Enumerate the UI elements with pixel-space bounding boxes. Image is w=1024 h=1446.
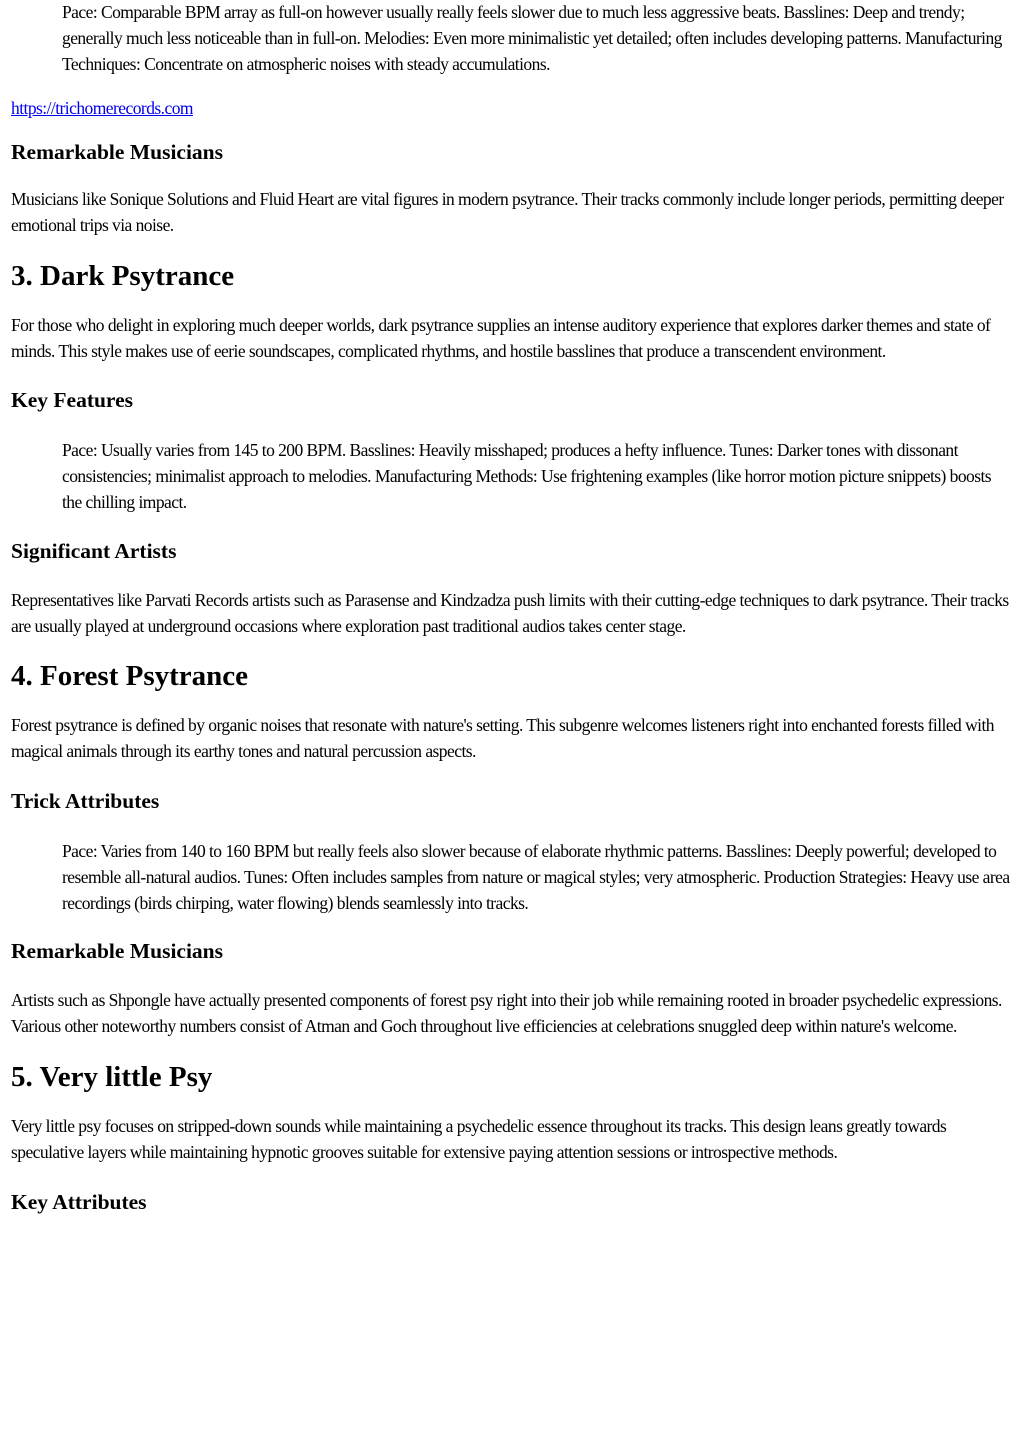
heading-significant-artists: Significant Artists (11, 538, 177, 563)
heading-key-features: Key Features (11, 388, 133, 413)
paragraph-forest-psytrance: Forest psytrance is defined by organic noises that resonate with nature's setting. This subgenre welcomes listeners right into enchanted forests filled with magical animals through its earthy tones and natural percussion aspects. (11, 715, 994, 762)
paragraph-remarkable-musicians: Musicians like Sonique Solutions and Fluid Heart are vital figures in modern psytrance. Their tracks commonly include longer periods, permitting deeper emotional trips via noise. (11, 189, 1004, 235)
heading-very-little-psy: 5. Very little Psy (11, 1060, 213, 1093)
trichome-records-link[interactable]: https://trichomerecords.com (11, 98, 193, 119)
heading-dark-psytrance: 3. Dark Psytrance (11, 259, 235, 292)
heading-remarkable-musicians-2: Remarkable Musicians (11, 939, 224, 964)
blockquote-forest-attributes: Pace: Varies from 140 to 160 BPM but really feels also slower because of elaborate rhythmic patterns. Basslines: Deeply powerful; developed to resemble all-natural audios. Tunes: Often includes samples from nature or magical styles; very atmospheric. Production Strategies: Heavy use area recordings (birds chirping, water flowing) blends seamlessly into tracks. (62, 840, 1010, 913)
section-heading-remarkable-musicians: Remarkable Musicians (11, 140, 224, 165)
paragraph-significant-artists: Representatives like Parvati Records artists such as Parasense and Kindzadza push limits with their cutting-edge techniques to dark psytrance. Their tracks are usually played at underground occasions where exploration past traditional audios takes center stage. (11, 589, 1009, 636)
paragraph-very-little-psy: Very little psy focuses on stripped-down sounds while maintaining a psychedelic essence throughout its tracks. This design leans greatly towards speculative layers while maintaining hypnotic grooves suitable for extensive paying attention sessions or introspective methods. (11, 1115, 947, 1162)
paragraph-dark-psytrance: For those who delight in exploring much deeper worlds, dark psytrance supplies an intense auditory experience that explores darker themes and state of minds. This style makes use of eerie soundscapes, complicated rhythms, and hostile basslines that produce a transcendent environment. (11, 314, 991, 361)
heading-trick-attributes: Trick Attributes (11, 788, 160, 813)
intro-blockquote: Pace: Comparable BPM array as full-on however usually really feels slower due to much less aggressive beats. Basslines: Deep and trendy; generally much less noticeable than in full-on. Melodies: Even more minimalistic yet detailed; often includes developing patterns. Manufacturing Techniques: Concentrate on atmospheric noises with steady accumulations. (62, 2, 1002, 74)
heading-key-attributes: Key Attributes (11, 1189, 147, 1214)
paragraph-remarkable-musicians-2: Artists such as Shpongle have actually presented components of forest psy right into their job while remaining rooted in broader psychedelic expressions. Various other noteworthy numbers consist of Atman and Goch throughout live efficiencies at celebrations snuggled deep within nature's welcome. (11, 990, 1002, 1037)
link-paragraph (11, 96, 1014, 122)
blockquote-dark-features: Pace: Usually varies from 145 to 200 BPM. Basslines: Heavily misshaped; produces a hefty influence. Tunes: Darker tones with dissonant consistencies; minimalist approach to melodies. Manufacturing Methods: Use frightening examples (like horror motion picture snippets) boosts the chilling impact. (62, 440, 992, 512)
heading-forest-psytrance: 4. Forest Psytrance (11, 660, 249, 693)
